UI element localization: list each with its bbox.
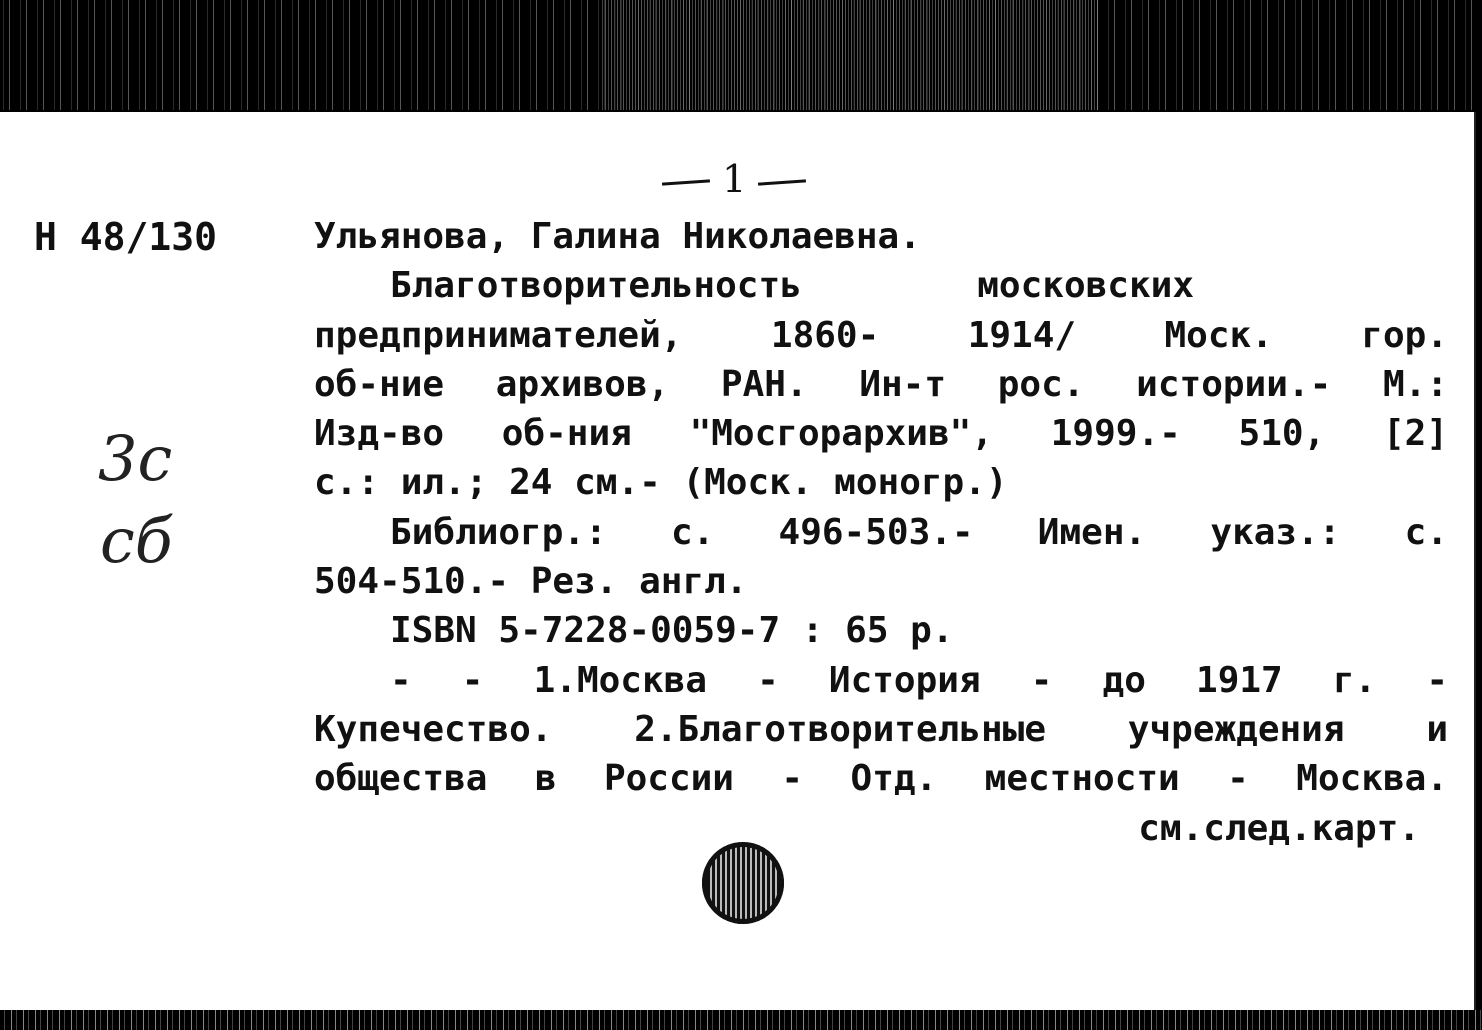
physical-description-line: с.: ил.; 24 см.- (Моск. моногр.) <box>314 462 1008 504</box>
imprint-line-1: об-ние архивов, РАН. Ин-т рос. истории.- М.: <box>314 363 1448 405</box>
shelfmark: Н 48/130 <box>34 215 218 259</box>
isbn-line: ISBN 5-7228-0059-7 : 65 р. <box>390 610 954 652</box>
continuation-note: см.след.карт. <box>1138 807 1420 849</box>
scanner-edge-top <box>0 0 1482 110</box>
title-line-2: предпринимателей, 1860- 1914/ Моск. гор. <box>314 314 1448 356</box>
subject-line-2: Купечество. 2.Благотворительные учреждения и <box>314 708 1448 750</box>
imprint-line-2: Изд-во об-ния "Мосгорархив", 1999.- 510, [2] <box>314 413 1448 455</box>
notes-line-1: Библиогр.: с. 496-503.- Имен. указ.: с. <box>390 511 1448 553</box>
notes-line-2: 504-510.- Рез. англ. <box>314 561 748 603</box>
handwritten-note-2: сб <box>100 504 173 577</box>
dash-right <box>758 179 806 185</box>
subject-line-3: общества в России - Отд. местности - Москва. <box>314 758 1448 800</box>
subject-line-1: - - 1.Москва - История - до 1917 г. - <box>390 659 1448 701</box>
title-line-1: Благотворительность московских <box>390 265 1194 307</box>
handwritten-note-1: 3с <box>98 422 173 495</box>
card-number-text: 1 <box>722 157 747 201</box>
scanner-edge-bottom <box>0 1010 1482 1030</box>
bibliographic-entry <box>314 212 1448 853</box>
card-sequence-number <box>662 157 806 201</box>
card-rod-hole <box>702 842 784 924</box>
author-line: Ульянова, Галина Николаевна. <box>314 216 921 257</box>
dash-left <box>662 179 710 185</box>
